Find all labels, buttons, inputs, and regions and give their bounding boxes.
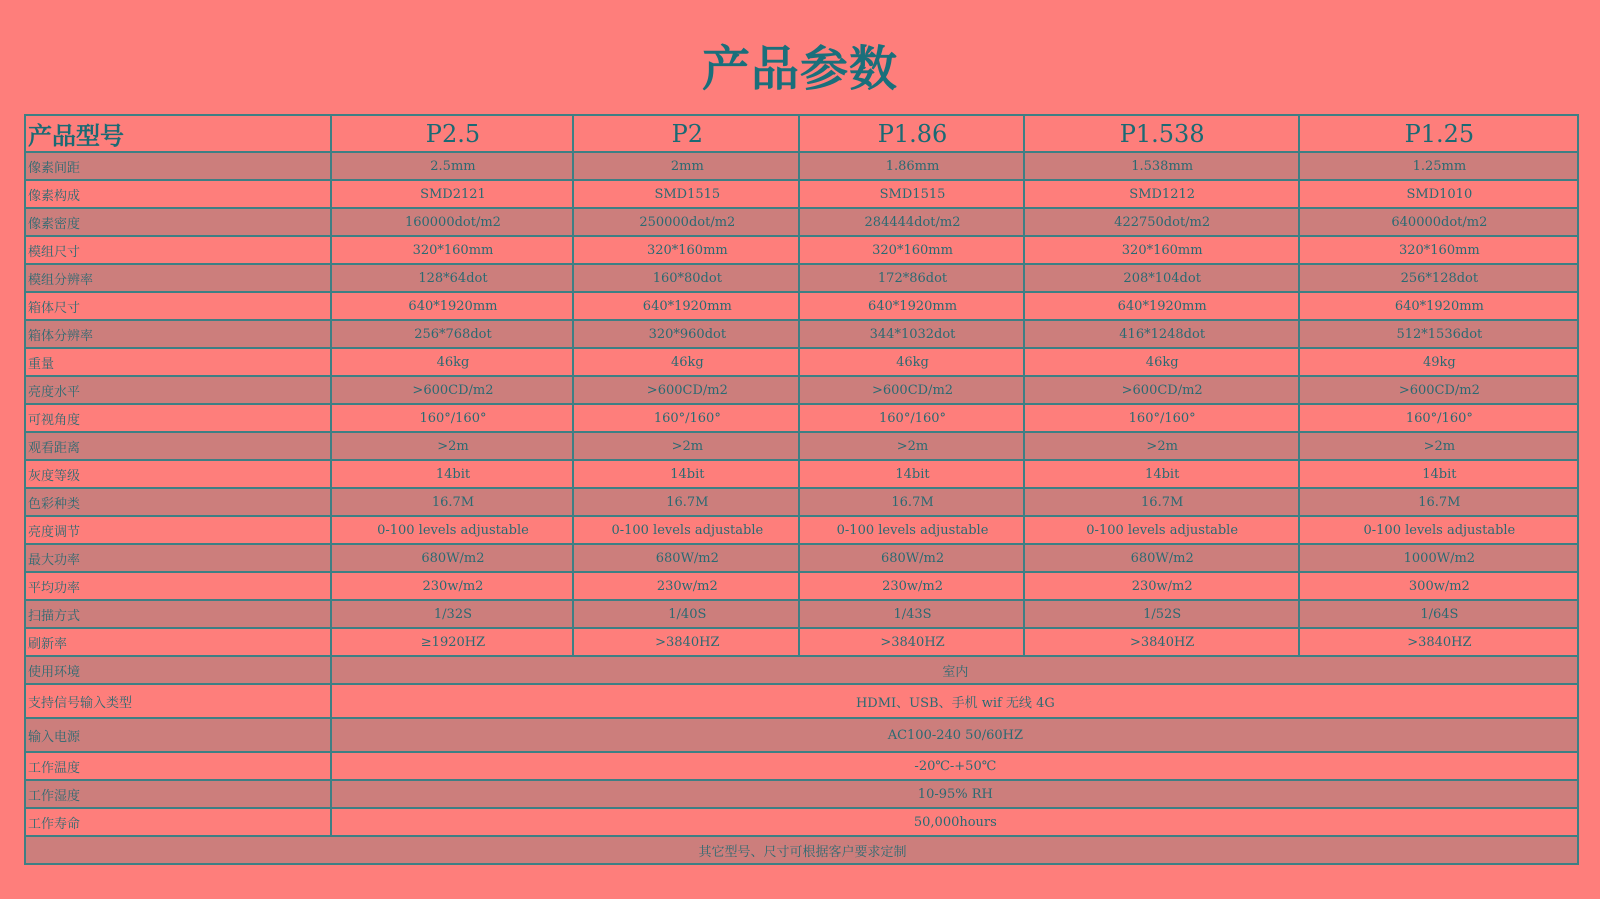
spec-value-cell: 160*80dot [573, 264, 799, 292]
spec-value-cell: >600CD/m2 [573, 376, 799, 404]
row-label: 灰度等级 [25, 460, 331, 488]
spec-value-cell: >2m [573, 432, 799, 460]
spec-value-cell: >3840HZ [1024, 628, 1299, 656]
spec-value-cell: 640*1920mm [1299, 292, 1578, 320]
spec-value-cell: 0-100 levels adjustable [1024, 516, 1299, 544]
row-label: 平均功率 [25, 572, 331, 600]
spec-value-cell: 344*1032dot [799, 320, 1023, 348]
spec-value-cell: 0-100 levels adjustable [331, 516, 574, 544]
row-label: 观看距离 [25, 432, 331, 460]
spec-value-cell: 50,000hours [331, 808, 1578, 836]
table-row [25, 544, 1578, 572]
row-label: 像素密度 [25, 208, 331, 236]
spec-value-cell: 320*160mm [331, 236, 574, 264]
table-row [25, 488, 1578, 516]
table-row [25, 348, 1578, 376]
spec-value-cell: 640*1920mm [1024, 292, 1299, 320]
spec-value-cell: >600CD/m2 [1299, 376, 1578, 404]
spec-value-cell: SMD1010 [1299, 180, 1578, 208]
row-label: 扫描方式 [25, 600, 331, 628]
table-row [25, 656, 1578, 684]
row-label: 模组尺寸 [25, 236, 331, 264]
spec-value-cell: >2m [331, 432, 574, 460]
spec-value-cell: 46kg [1024, 348, 1299, 376]
spec-value-cell: 320*160mm [799, 236, 1023, 264]
table-row [25, 572, 1578, 600]
spec-value-cell: 1/43S [799, 600, 1023, 628]
spec-value-cell: 1000W/m2 [1299, 544, 1578, 572]
spec-value-cell: ≥1920HZ [331, 628, 574, 656]
spec-value-cell: 512*1536dot [1299, 320, 1578, 348]
footer-note-row [25, 836, 1578, 864]
spec-value-cell: 0-100 levels adjustable [573, 516, 799, 544]
spec-value-cell: 46kg [573, 348, 799, 376]
spec-value-cell: 284444dot/m2 [799, 208, 1023, 236]
row-label: 最大功率 [25, 544, 331, 572]
product-spec-table [24, 114, 1579, 865]
spec-value-cell: 16.7M [799, 488, 1023, 516]
row-label: 重量 [25, 348, 331, 376]
spec-value-cell: 256*768dot [331, 320, 574, 348]
spec-value-cell: 1.538mm [1024, 152, 1299, 180]
spec-value-cell: 49kg [1299, 348, 1578, 376]
spec-value-cell: 300w/m2 [1299, 572, 1578, 600]
spec-value-cell: 160°/160° [331, 404, 574, 432]
row-label: 工作湿度 [25, 780, 331, 808]
footer-note: 其它型号、尺寸可根据客户要求定制 [25, 836, 1578, 864]
spec-value-cell: >2m [1299, 432, 1578, 460]
spec-value-cell: 室内 [331, 656, 1578, 684]
spec-value-cell: >600CD/m2 [1024, 376, 1299, 404]
table-row [25, 152, 1578, 180]
row-label: 刷新率 [25, 628, 331, 656]
spec-value-cell: 416*1248dot [1024, 320, 1299, 348]
spec-value-cell: 230w/m2 [573, 572, 799, 600]
table-row [25, 404, 1578, 432]
page-title: 产品参数 [701, 41, 898, 97]
spec-value-cell: SMD2121 [331, 180, 574, 208]
spec-value-cell: >2m [799, 432, 1023, 460]
spec-value-cell: 10-95% RH [331, 780, 1578, 808]
spec-value-cell: SMD1515 [573, 180, 799, 208]
model-header: P1.25 [1299, 115, 1578, 152]
table-row [25, 780, 1578, 808]
row-label: 使用环境 [25, 656, 331, 684]
spec-value-cell: 14bit [1024, 460, 1299, 488]
spec-value-cell: SMD1515 [799, 180, 1023, 208]
row-label: 亮度调节 [25, 516, 331, 544]
spec-value-cell: 2mm [573, 152, 799, 180]
table-row [25, 264, 1578, 292]
spec-value-cell: 16.7M [1299, 488, 1578, 516]
spec-value-cell: 160°/160° [799, 404, 1023, 432]
table-row [25, 432, 1578, 460]
table-row [25, 460, 1578, 488]
spec-value-cell: 16.7M [331, 488, 574, 516]
spec-value-cell: 1/64S [1299, 600, 1578, 628]
spec-value-cell: >600CD/m2 [331, 376, 574, 404]
spec-value-cell: >2m [1024, 432, 1299, 460]
spec-value-cell: 320*960dot [573, 320, 799, 348]
spec-value-cell: 680W/m2 [573, 544, 799, 572]
spec-value-cell: 230w/m2 [799, 572, 1023, 600]
spec-value-cell: 16.7M [1024, 488, 1299, 516]
row-label: 可视角度 [25, 404, 331, 432]
model-header: P1.538 [1024, 115, 1299, 152]
spec-value-cell: 680W/m2 [799, 544, 1023, 572]
spec-value-cell: 14bit [331, 460, 574, 488]
spec-value-cell: 680W/m2 [1024, 544, 1299, 572]
spec-value-cell: 0-100 levels adjustable [799, 516, 1023, 544]
spec-value-cell: 1.25mm [1299, 152, 1578, 180]
spec-value-cell: >600CD/m2 [799, 376, 1023, 404]
table-row [25, 180, 1578, 208]
spec-value-cell: 320*160mm [1299, 236, 1578, 264]
table-row [25, 292, 1578, 320]
spec-value-cell: 1/52S [1024, 600, 1299, 628]
spec-value-cell: 640*1920mm [799, 292, 1023, 320]
table-row [25, 808, 1578, 836]
table-row [25, 684, 1578, 718]
spec-value-cell: 128*64dot [331, 264, 574, 292]
spec-value-cell: 0-100 levels adjustable [1299, 516, 1578, 544]
row-label: 输入电源 [25, 718, 331, 752]
table-row [25, 718, 1578, 752]
spec-value-cell: 172*86dot [799, 264, 1023, 292]
table-row [25, 376, 1578, 404]
spec-value-cell: SMD1212 [1024, 180, 1299, 208]
spec-value-cell: 2.5mm [331, 152, 574, 180]
spec-value-cell: 256*128dot [1299, 264, 1578, 292]
spec-value-cell: 680W/m2 [331, 544, 574, 572]
table-row [25, 600, 1578, 628]
table-row [25, 320, 1578, 348]
table-row [25, 628, 1578, 656]
spec-value-cell: 46kg [799, 348, 1023, 376]
spec-value-cell: 320*160mm [573, 236, 799, 264]
row-label: 箱体尺寸 [25, 292, 331, 320]
model-header: P2.5 [331, 115, 574, 152]
spec-value-cell: 160°/160° [1024, 404, 1299, 432]
spec-table-body [25, 115, 1578, 864]
row-label: 模组分辨率 [25, 264, 331, 292]
spec-value-cell: 160°/160° [573, 404, 799, 432]
model-header: P1.86 [799, 115, 1023, 152]
spec-value-cell: 422750dot/m2 [1024, 208, 1299, 236]
row-label: 像素构成 [25, 180, 331, 208]
spec-value-cell: HDMI、USB、手机 wif 无线 4G [331, 684, 1578, 718]
spec-value-cell: 640*1920mm [573, 292, 799, 320]
table-row [25, 752, 1578, 780]
row-label: 支持信号输入类型 [25, 684, 331, 718]
spec-value-cell: 230w/m2 [1024, 572, 1299, 600]
spec-value-cell: 1.86mm [799, 152, 1023, 180]
spec-value-cell: >3840HZ [1299, 628, 1578, 656]
spec-value-cell: 208*104dot [1024, 264, 1299, 292]
spec-value-cell: 1/32S [331, 600, 574, 628]
row-label: 亮度水平 [25, 376, 331, 404]
spec-value-cell: 640000dot/m2 [1299, 208, 1578, 236]
spec-value-cell: 14bit [799, 460, 1023, 488]
spec-value-cell: 14bit [1299, 460, 1578, 488]
spec-value-cell: 16.7M [573, 488, 799, 516]
row-label: 像素间距 [25, 152, 331, 180]
spec-value-cell: -20℃-+50℃ [331, 752, 1578, 780]
row-label: 工作温度 [25, 752, 331, 780]
row-label: 箱体分辨率 [25, 320, 331, 348]
spec-value-cell: 320*160mm [1024, 236, 1299, 264]
spec-value-cell: AC100-240 50/60HZ [331, 718, 1578, 752]
spec-value-cell: >3840HZ [799, 628, 1023, 656]
spec-value-cell: 14bit [573, 460, 799, 488]
spec-value-cell: 46kg [331, 348, 574, 376]
spec-value-cell: 640*1920mm [331, 292, 574, 320]
model-header: P2 [573, 115, 799, 152]
table-header-row [25, 115, 1578, 152]
spec-value-cell: 160°/160° [1299, 404, 1578, 432]
row-label: 工作寿命 [25, 808, 331, 836]
spec-value-cell: >3840HZ [573, 628, 799, 656]
spec-value-cell: 160000dot/m2 [331, 208, 574, 236]
spec-value-cell: 1/40S [573, 600, 799, 628]
table-row [25, 208, 1578, 236]
row-label: 色彩种类 [25, 488, 331, 516]
table-row [25, 516, 1578, 544]
spec-value-cell: 250000dot/m2 [573, 208, 799, 236]
table-row [25, 236, 1578, 264]
spec-value-cell: 230w/m2 [331, 572, 574, 600]
header-label: 产品型号 [25, 115, 331, 152]
